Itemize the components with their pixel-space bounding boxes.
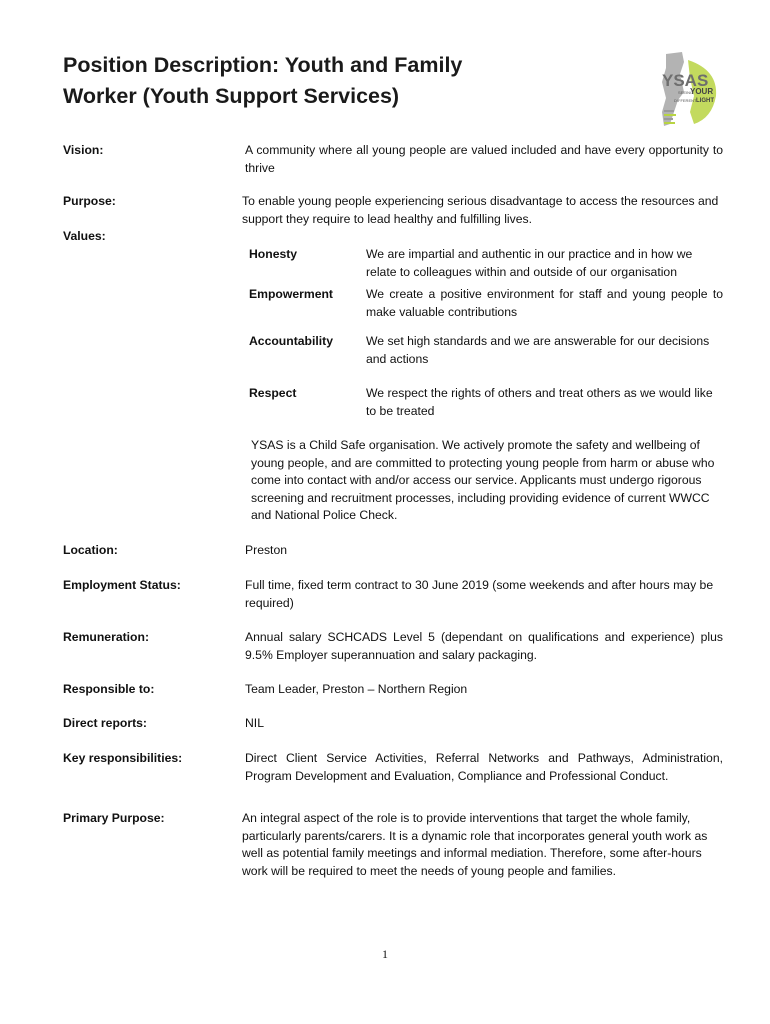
value-name-accountability: Accountability xyxy=(249,334,333,348)
primary-purpose-label: Primary Purpose: xyxy=(63,811,165,825)
direct-reports-text: NIL xyxy=(245,716,264,730)
direct-reports-label: Direct reports: xyxy=(63,716,147,730)
svg-text:LIGHT: LIGHT xyxy=(696,98,714,104)
value-text-respect: We respect the rights of others and treat others as we would like to be treated xyxy=(366,386,713,418)
svg-text:YOUR: YOUR xyxy=(690,87,714,96)
values-label: Values: xyxy=(63,229,106,243)
child-safe-statement: YSAS is a Child Safe organisation. We actively promote the safety and wellbeing of young people, and are committed to protecting young people from harm or abuse who come into contact with and/or access our service. Applicants must undergo rigorous screening and recruitment processes, including providing evidence of current WWCC and National Police Check. xyxy=(251,438,715,522)
value-text-accountability: We set high standards and we are answerable for our decisions and actions xyxy=(366,334,710,366)
logo-wordmark: YSAS xyxy=(662,71,709,90)
responsible-to-label: Responsible to: xyxy=(63,682,155,696)
remuneration-label: Remuneration: xyxy=(63,630,149,644)
page-number: 1 xyxy=(382,947,388,961)
vision-label: Vision: xyxy=(63,143,104,157)
responsible-to-text: Team Leader, Preston – Northern Region xyxy=(245,682,468,696)
employment-status-label: Employment Status: xyxy=(63,578,181,592)
value-text-empowerment: We create a positive environment for staff and young people to make valuable contributions xyxy=(366,287,723,319)
title-line-1: Position Description: Youth and Family xyxy=(63,53,463,77)
primary-purpose-text: An integral aspect of the role is to provide interventions that target the whole family, particularly parents/carers. It is a dynamic role that incorporates general youth work as well as potential family meetings and informal mediation. Therefore, some after-hours work will be required to meet the needs of young people and families. xyxy=(242,811,708,878)
employment-status-text: Full time, fixed term contract to 30 June 2019 (some weekends and after hours may be required) xyxy=(245,578,714,610)
purpose-text: To enable young people experiencing serious disadvantage to access the resources and support they require to lead healthy and fulfilling lives. xyxy=(242,194,719,226)
value-name-respect: Respect xyxy=(249,386,297,400)
key-responsibilities-text: Direct Client Service Activities, Referral Networks and Pathways, Administration, Program Development and Evaluation, Compliance and Professional Conduct. xyxy=(245,751,723,783)
value-name-honesty: Honesty xyxy=(249,247,298,261)
ysas-logo xyxy=(660,52,722,130)
page-title xyxy=(63,50,583,112)
key-responsibilities-label: Key responsibilities: xyxy=(63,751,183,765)
svg-text:SEEING: SEEING xyxy=(678,90,694,95)
purpose-label: Purpose: xyxy=(63,194,116,208)
value-text-honesty: We are impartial and authentic in our practice and in how we relate to colleagues within and outside of our organisation xyxy=(366,247,693,279)
value-name-empowerment: Empowerment xyxy=(249,287,333,301)
location-text: Preston xyxy=(245,543,288,557)
remuneration-text: Annual salary SCHCADS Level 5 (dependant on qualifications and experience) plus 9.5% Employer superannuation and salary packaging. xyxy=(245,630,723,662)
title-line-2: Worker (Youth Support Services) xyxy=(63,84,400,108)
svg-text:DIFFERENT: DIFFERENT xyxy=(674,98,697,103)
location-label: Location: xyxy=(63,543,118,557)
vision-text: A community where all young people are valued included and have every opportunity to thrive xyxy=(245,143,723,175)
